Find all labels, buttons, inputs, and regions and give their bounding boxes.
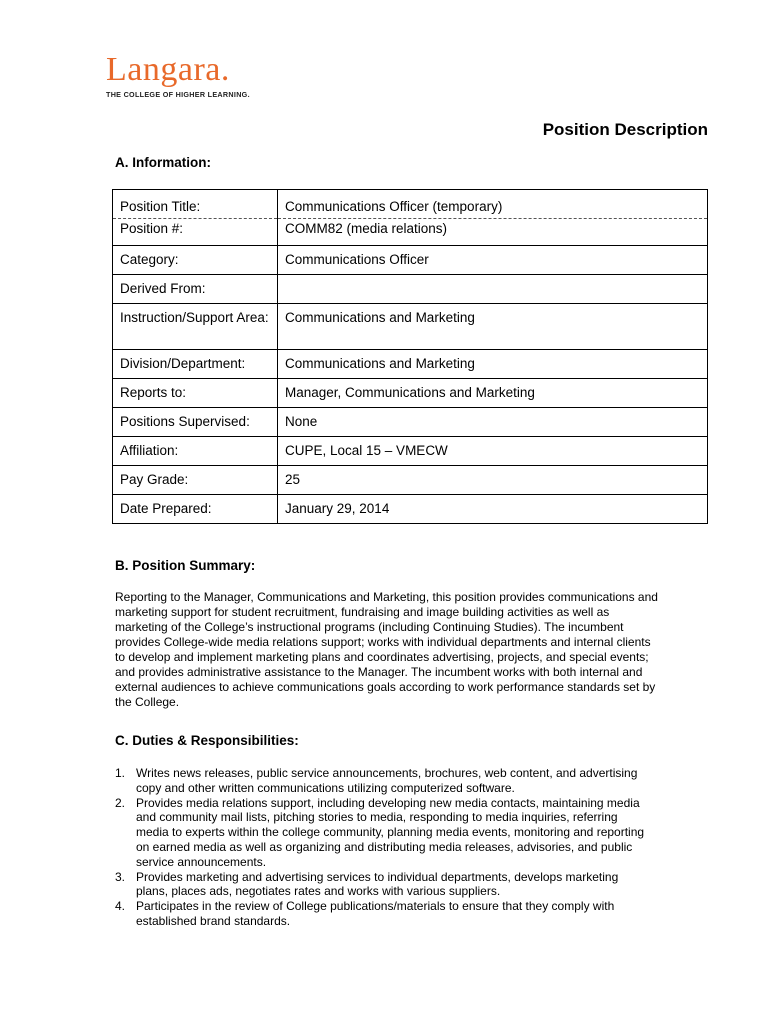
category-value: Communications Officer bbox=[278, 246, 708, 275]
section-b-heading: B. Position Summary: bbox=[115, 558, 256, 573]
list-item-number: 3. bbox=[115, 869, 126, 884]
table-row bbox=[113, 275, 708, 304]
list-item-text: Provides marketing and advertising services to individual departments, develops marketing plans, places ads, negotiates rates and works with various suppliers. bbox=[136, 869, 619, 899]
list-item bbox=[115, 766, 650, 796]
position-number-label: Position #: bbox=[113, 219, 278, 246]
position-summary-text: Reporting to the Manager, Communications and Marketing, this position provides communications and marketing support for student recruitment, fundraising and image building activities as well as marketing of the College’s instructional programs (including Continuing Studies). The incumbent provides College-wide media relations support; works with individual departments and internal clients to develop and implement marketing plans and coordinates advertising, projects, and special events; and provides administrative assistance to the Manager. The incumbent works with both internal and external audiences to achieve communications goals according to work performance standards set by the College. bbox=[115, 590, 658, 709]
table-row bbox=[113, 350, 708, 379]
division-label: Division/Department: bbox=[113, 350, 278, 379]
list-item-number: 1. bbox=[115, 766, 126, 780]
table-row bbox=[113, 304, 708, 350]
table-row bbox=[113, 190, 708, 219]
list-item bbox=[115, 870, 650, 900]
date-prepared-label: Date Prepared: bbox=[113, 495, 278, 524]
list-item-text: Writes news releases, public service announcements, brochures, web content, and advertising copy and other written communications utilizing computerized software. bbox=[136, 766, 638, 795]
area-value: Communications and Marketing bbox=[278, 304, 708, 350]
list-item-text: Participates in the review of College publications/materials to ensure that they comply with established brand standards. bbox=[136, 899, 615, 928]
list-item-number: 2. bbox=[115, 795, 126, 810]
position-title-label: Position Title: bbox=[113, 190, 278, 219]
reports-to-value: Manager, Communications and Marketing bbox=[278, 379, 708, 408]
list-item-number: 4. bbox=[115, 899, 126, 914]
logo-wordmark: Langara. bbox=[106, 51, 230, 88]
section-c-heading: C. Duties & Responsibilities: bbox=[115, 733, 299, 748]
division-value: Communications and Marketing bbox=[278, 350, 708, 379]
area-label: Instruction/Support Area: bbox=[113, 304, 278, 350]
table-row bbox=[113, 437, 708, 466]
derived-from-value bbox=[278, 275, 708, 304]
pay-grade-value: 25 bbox=[278, 466, 708, 495]
section-a-heading: A. Information: bbox=[115, 155, 211, 170]
supervised-value: None bbox=[278, 408, 708, 437]
position-number-value: COMM82 (media relations) bbox=[278, 219, 708, 246]
duties-list bbox=[115, 766, 650, 929]
affiliation-value: CUPE, Local 15 – VMECW bbox=[278, 437, 708, 466]
category-label: Category: bbox=[113, 246, 278, 275]
affiliation-label: Affiliation: bbox=[113, 437, 278, 466]
table-row bbox=[113, 219, 708, 246]
table-row bbox=[113, 379, 708, 408]
position-title-value: Communications Officer (temporary) bbox=[278, 190, 708, 219]
table-row bbox=[113, 466, 708, 495]
table-row bbox=[113, 408, 708, 437]
list-item-text: Provides media relations support, including developing new media contacts, maintaining media and community mail lists, pitching stories to media, responding to media inquiries, referring media to experts within the college community, planning media events, monitoring and reporting on earned media as well as organizing and distributing media releases, advisories, and public service announcements. bbox=[136, 795, 645, 869]
logo-tagline: THE COLLEGE OF HIGHER LEARNING. bbox=[106, 90, 250, 99]
reports-to-label: Reports to: bbox=[113, 379, 278, 408]
date-prepared-value: January 29, 2014 bbox=[278, 495, 708, 524]
information-table bbox=[112, 189, 708, 524]
pay-grade-label: Pay Grade: bbox=[113, 466, 278, 495]
supervised-label: Positions Supervised: bbox=[113, 408, 278, 437]
page-title: Position Description bbox=[542, 120, 708, 139]
list-item bbox=[115, 796, 650, 870]
table-row bbox=[113, 495, 708, 524]
derived-from-label: Derived From: bbox=[113, 275, 278, 304]
langara-logo bbox=[106, 52, 250, 99]
table-row bbox=[113, 246, 708, 275]
list-item bbox=[115, 899, 650, 929]
